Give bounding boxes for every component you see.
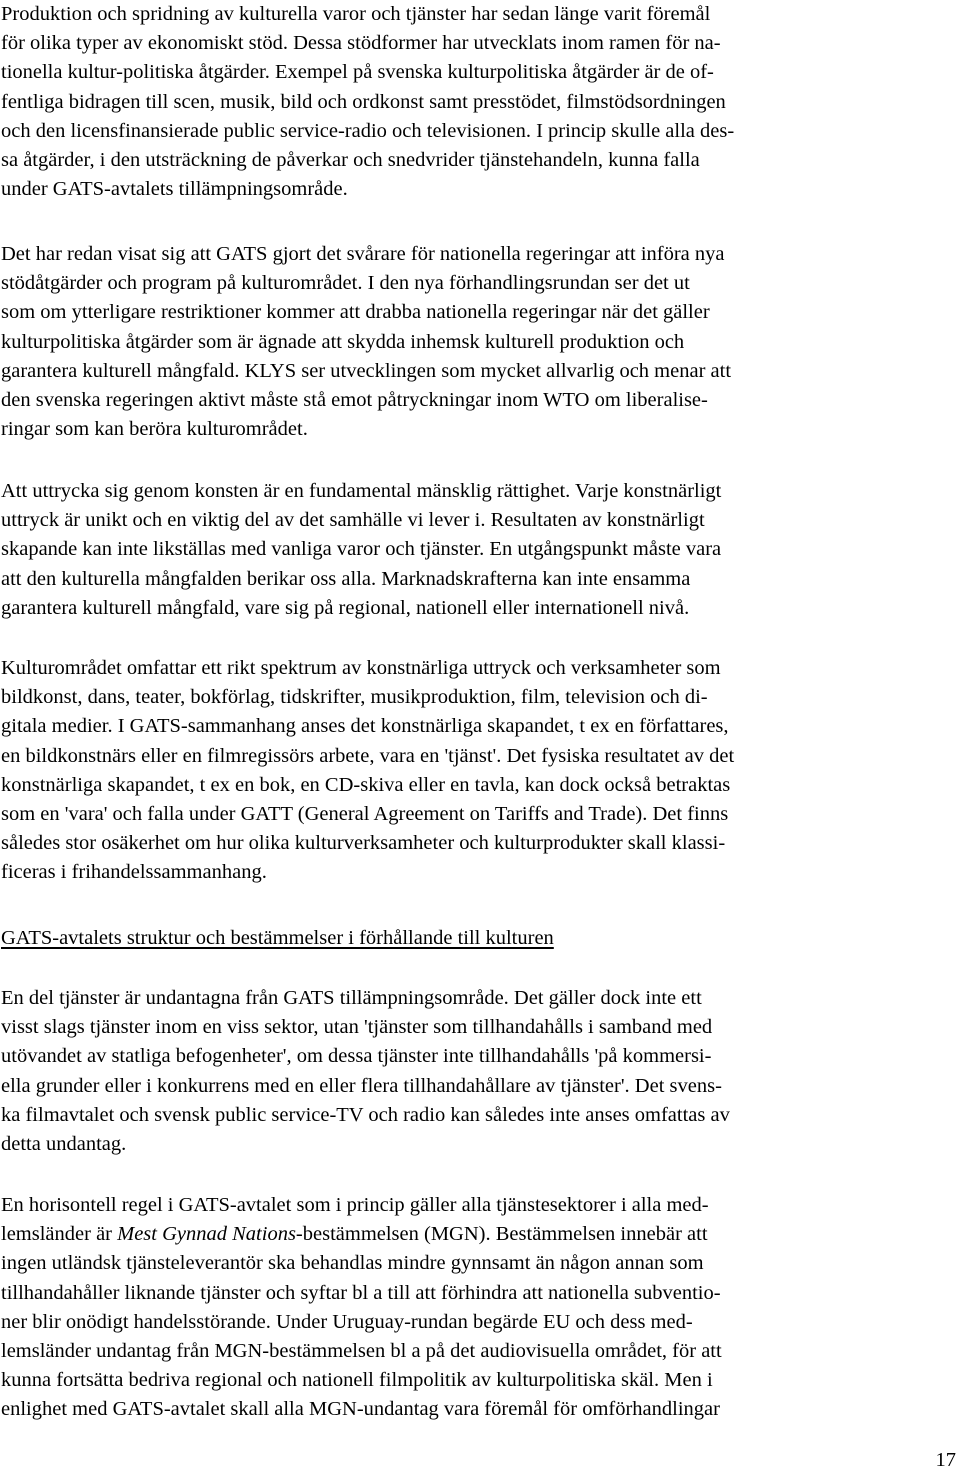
- text-line: gitala medier. I GATS-sammanhang anses det konstnärliga skapandet, t ex en författares,: [1, 715, 729, 738]
- text-line: detta undantag.: [1, 1133, 127, 1156]
- text-line: tionella kultur-politiska åtgärder. Exempel på svenska kulturpolitiska åtgärder är de of-: [1, 61, 714, 84]
- text-line: stödåtgärder och program på kulturområdet. I den nya förhandlingsrundan ser det ut: [1, 272, 690, 295]
- page-number: 17: [935, 1449, 956, 1471]
- text-line: under GATS-avtalets tillämpningsområde.: [1, 178, 348, 201]
- text-line: sa åtgärder, i den utsträckning de påverkar och snedvrider tjänstehandeln, kunna falla: [1, 149, 700, 172]
- paragraph-exemptions: [1, 984, 945, 1159]
- text-line: och den licensfinansierade public service-radio och televisionen. I princip skulle alla des-: [1, 119, 735, 142]
- emphasis-mfn: Mest Gynnad Nations: [117, 1223, 296, 1246]
- text-line: ficeras i frihandelssammanhang.: [1, 861, 267, 884]
- text-line: som en 'vara' och falla under GATT (General Agreement on Tariffs and Trade). Det finns: [1, 803, 729, 826]
- text-line: den svenska regeringen aktivt måste stå emot påtryckningar inom WTO om liberalise-: [1, 389, 708, 412]
- text-line: Att uttrycka sig genom konsten är en fundamental mänsklig rättighet. Varje konstnärligt: [1, 480, 722, 502]
- text-line: En del tjänster är undantagna från GATS tillämpningsområde. Det gäller dock inte ett: [1, 987, 702, 1009]
- text-line: således stor osäkerhet om hur olika kulturverksamheter och kulturprodukter skall klassi-: [1, 832, 726, 855]
- text-line: att den kulturella mångfalden berikar oss alla. Marknadskrafterna kan inte ensamma: [1, 567, 691, 590]
- text-line: enlighet med GATS-avtalet skall alla MGN-undantag vara föremål för omförhandlingar: [1, 1398, 720, 1421]
- text-line: för olika typer av ekonomiskt stöd. Dessa stödformer har utvecklats inom ramen för na-: [1, 32, 721, 55]
- paragraph-mfn-rule: [1, 1191, 945, 1425]
- paragraph-cultural-sector: [1, 654, 945, 888]
- section-heading: GATS-avtalets struktur och bestämmelser i förhållande till kulturen: [1, 927, 554, 949]
- text-line: utövandet av statliga befogenheter', om dessa tjänster inte tillhandahålls 'på kommersi-: [1, 1045, 712, 1068]
- paragraph-cultural-support: [1, 0, 945, 204]
- text-line: ella grunder eller i konkurrens med en eller flera tillhandahållare av tjänster'. Det svens-: [1, 1074, 722, 1097]
- text-line: kulturpolitiska åtgärder som är ägnade att skydda inhemsk kulturell produktion och: [1, 330, 685, 353]
- text-line: visst slags tjänster inom en viss sektor, utan 'tjänster som tillhandahålls i samband med: [1, 1016, 713, 1039]
- text-fragment: -bestämmelsen (MGN). Bestämmelsen innebär att: [295, 1223, 708, 1246]
- text-line: Produktion och spridning av kulturella varor och tjänster har sedan länge varit föremål: [1, 3, 711, 25]
- text-line: garantera kulturell mångfald. KLYS ser utvecklingen som mycket allvarlig och menar att: [1, 359, 732, 382]
- text-fragment: lemsländer är: [1, 1223, 118, 1246]
- text-line: skapande kan inte likställas med vanliga varor och tjänster. En utgångspunkt måste vara: [1, 538, 722, 561]
- paragraph-artistic-expression: [1, 477, 945, 623]
- text-line: kunna fortsätta bedriva regional och nationell filmpolitik av kulturpolitiska skäl. Men i: [1, 1369, 713, 1392]
- text-line: ringar som kan beröra kulturområdet.: [1, 418, 308, 441]
- text-line: som om ytterligare restriktioner kommer att drabba nationella regeringar när det gäller: [1, 301, 710, 324]
- text-line: uttryck är unikt och en viktig del av det samhälle vi lever i. Resultaten av konstnärligt: [1, 509, 705, 532]
- text-line: ner blir onödigt handelsstörande. Under Uruguay-rundan begärde EU och dess med-: [1, 1310, 693, 1333]
- paragraph-gats-restrictions: [1, 240, 945, 444]
- text-line: ingen utländsk tjänsteleverantör ska behandlas mindre gynnsamt än någon annan som: [1, 1252, 704, 1275]
- text-line: Det har redan visat sig att GATS gjort det svårare för nationella regeringar att införa nya: [1, 243, 725, 265]
- text-line: lemsländer undantag från MGN-bestämmelsen bl a på det audiovisuella området, för att: [1, 1340, 722, 1363]
- text-line: [1, 1220, 945, 1249]
- text-line: konstnärliga skapandet, t ex en bok, en CD-skiva eller en tavla, kan dock också betraktas: [1, 773, 731, 796]
- text-line: En horisontell regel i GATS-avtalet som i princip gäller alla tjänstesektorer i alla med-: [1, 1194, 709, 1216]
- text-line: en bildkonstnärs eller en filmregissörs arbete, vara en 'tjänst'. Det fysiska resultatet av det: [1, 744, 735, 767]
- text-line: Kulturområdet omfattar ett rikt spektrum av konstnärliga uttryck och verksamheter som: [1, 657, 721, 679]
- text-line: ka filmavtalet och svensk public service-TV och radio kan således inte anses omfattas av: [1, 1103, 730, 1126]
- text-line: fentliga bidragen till scen, musik, bild och ordkonst samt presstödet, filmstödsordningen: [1, 90, 726, 113]
- text-line: garantera kulturell mångfald, vare sig på regional, nationell eller internationell nivå.: [1, 596, 690, 619]
- text-line: tillhandahåller liknande tjänster och syftar bl a till att förhindra att nationella subventio-: [1, 1281, 721, 1304]
- text-line: bildkonst, dans, teater, bokförlag, tidskrifter, musikproduktion, film, television och di-: [1, 686, 708, 709]
